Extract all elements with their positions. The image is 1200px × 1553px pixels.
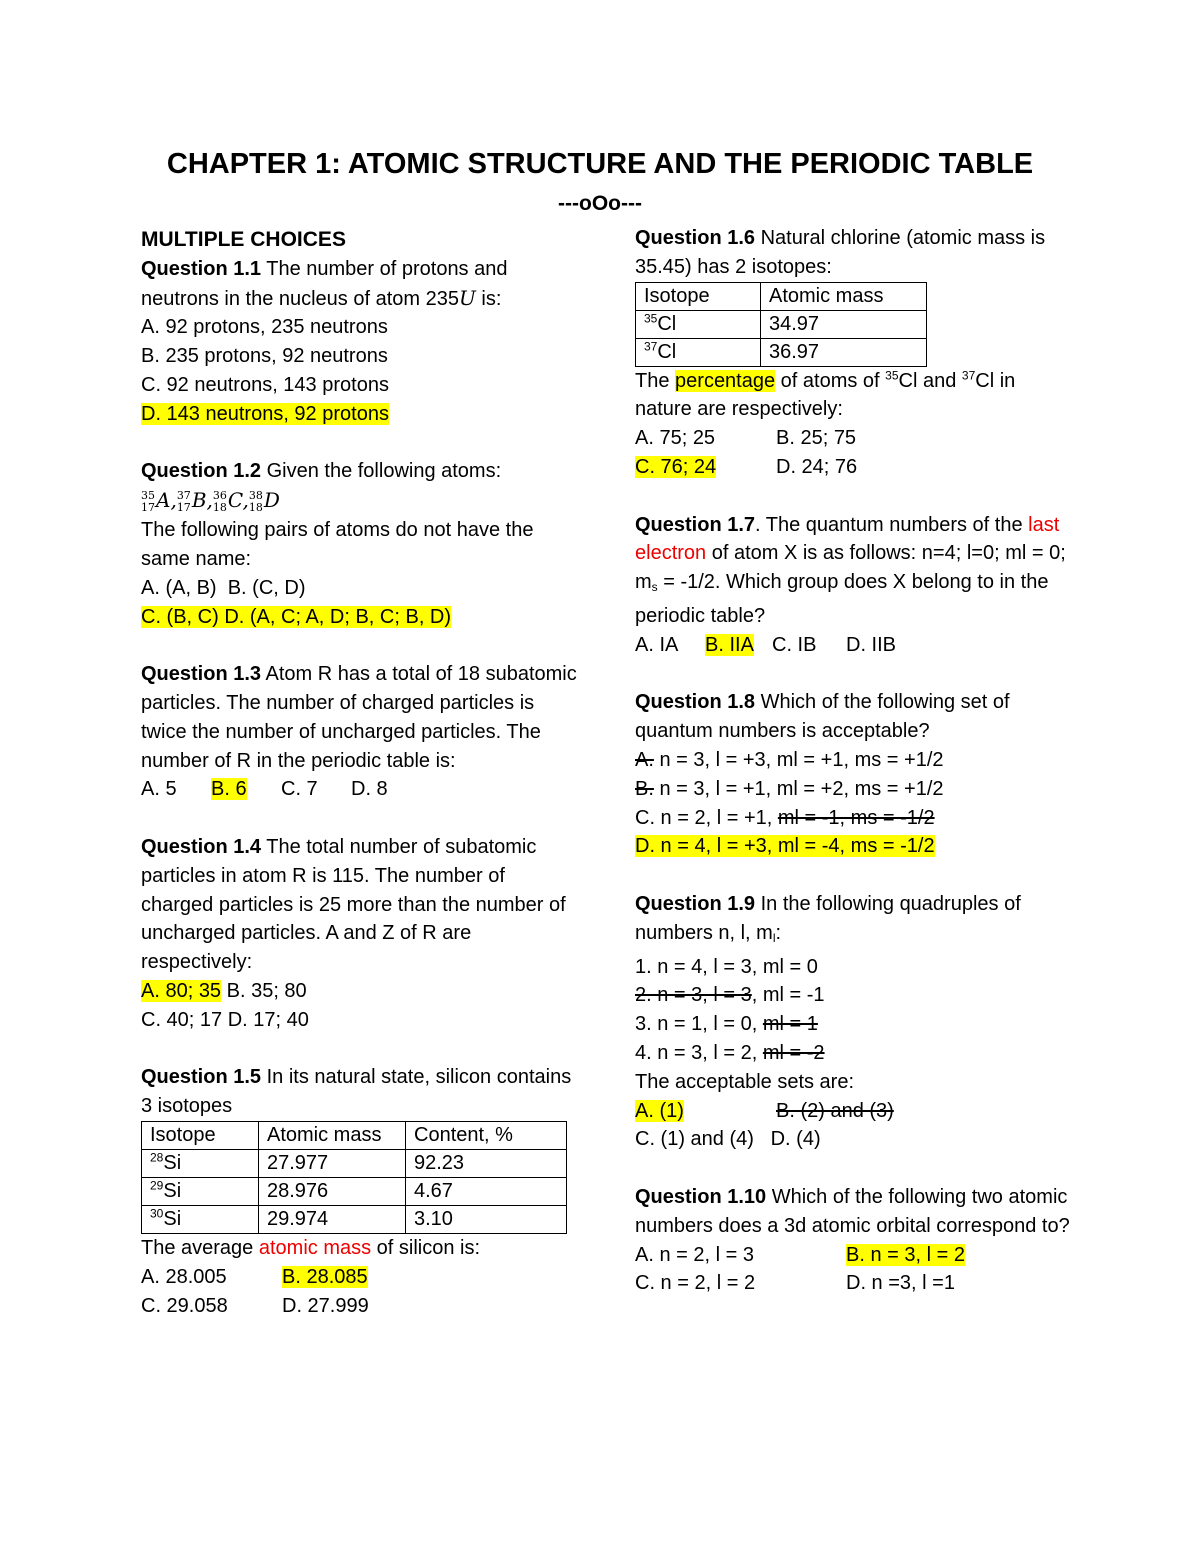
question-prompt: The following pairs of atoms do not have the same name:	[141, 519, 534, 570]
nuclide-c: 36 18 C,	[212, 488, 249, 514]
left-column	[141, 226, 581, 1320]
question-label: Question 1.1	[141, 257, 262, 280]
option-c: C. 92 neutrons, 143 protons	[141, 373, 389, 396]
element-symbol: U	[459, 285, 476, 310]
nuclide-d: 38 18 D	[248, 488, 280, 514]
question-1-2	[141, 457, 581, 486]
question-text: In its natural state, silicon contains 3 isotopes	[141, 1066, 572, 1118]
options-row: A. IA B. IIA C. IB D. IIB	[635, 633, 897, 656]
quadruple-1: 1. n = 4, l = 3, ml = 0	[635, 955, 818, 978]
table-header-row: Isotope Atomic mass Content, %	[142, 1121, 567, 1149]
options-ab: A. n = 2, l = 3 B. n = 3, l = 2	[635, 1243, 965, 1266]
question-text: The total number of subatomic particles in atom R is 115. The number of charged particles is 25 more than the number of uncharged particles. A and Z of R are respectively:	[141, 835, 566, 974]
question-prompt-cont: nature are respectively:	[635, 398, 843, 421]
chlorine-isotope-table	[635, 282, 927, 367]
option-a: A. n = 3, l = +3, ml = +1, ms = +1/2	[635, 748, 944, 771]
question-1-7: Question 1.7. The quantum numbers of the last electron of atom X is as follows: n=4; l=0; ml = 0; ms = -1/2. Which group does X belong to in the periodic table?	[635, 513, 1066, 627]
question-1-8	[635, 688, 1075, 746]
options-row	[141, 775, 581, 804]
answer-highlight: B. 6	[211, 778, 247, 801]
title-divider: ---oOo---	[558, 192, 642, 215]
question-label: Question 1.3	[141, 663, 262, 686]
question-text: Given the following atoms:	[261, 460, 502, 483]
question-prompt: The percentage of atoms of $^{35}$Cl and $^{37}$Cl in	[635, 367, 1016, 392]
table-header-row: Isotope Atomic mass	[636, 282, 927, 310]
question-1-6	[635, 224, 1075, 282]
question-1-3	[141, 660, 581, 775]
option-a: A. 92 protons, 235 neutrons	[141, 316, 388, 339]
answer-highlight: C. 76; 24	[635, 455, 717, 478]
question-text-tail: is:	[475, 287, 502, 310]
answer-highlight: D. 143 neutrons, 92 protons	[141, 402, 389, 425]
nuclide-list	[141, 486, 581, 516]
question-label: Question 1.9	[635, 892, 756, 915]
question-1-5	[141, 1063, 581, 1121]
question-label: Question 1.6	[635, 227, 756, 249]
option-b: B. 235 protons, 92 neutrons	[141, 345, 388, 368]
options-cd: C. 40; 17 D. 17; 40	[141, 1008, 309, 1031]
quadruple-2: 2. n = 3, l = 3, ml = -1	[635, 984, 825, 1007]
answer-highlight: B. IIA	[705, 633, 754, 656]
question-1-10	[635, 1183, 1075, 1241]
answer-highlight: D. n = 4, l = +3, ml = -4, ms = -1/2	[635, 835, 935, 858]
question-text: The number of protons and neutrons in the nucleus of atom 235	[141, 257, 508, 310]
options-ab: A. 28.005 B. 28.085	[141, 1265, 368, 1288]
table-row: $^{30}$Si 29.974 3.10	[142, 1205, 567, 1233]
right-column	[635, 224, 1075, 1298]
answer-highlight: B. n = 3, l = 2	[846, 1243, 965, 1266]
options-cd: C. n = 2, l = 2 D. n =3, l =1	[635, 1272, 955, 1295]
table-row: $^{37}$Cl 36.97	[636, 338, 927, 366]
question-text: Natural chlorine (atomic mass is 35.45) has 2 isotopes:	[635, 227, 1046, 278]
question-label: Question 1.5	[141, 1066, 262, 1089]
quadruple-4: 4. n = 3, l = 2, ml = -2	[635, 1041, 825, 1064]
answer-highlight: C. (B, C) D. (A, C; A, D; B, C; B, D)	[141, 605, 452, 628]
options-cd: C. (1) and (4) D. (4)	[635, 1128, 821, 1151]
section-heading: MULTIPLE CHOICES	[141, 228, 346, 251]
question-label: Question 1.2	[141, 460, 262, 483]
question-prompt: The average atomic mass of silicon is:	[141, 1236, 481, 1259]
option-b: B. n = 3, l = +1, ml = +2, ms = +1/2	[635, 777, 944, 800]
option-d-answer	[141, 400, 581, 429]
table-row: $^{28}$Si 27.977 92.23	[142, 1149, 567, 1177]
option-c: C. n = 2, l = +1, ml = -1, ms = -1/2	[635, 806, 935, 829]
question-text: Which of the following set of quantum numbers is acceptable?	[635, 691, 1010, 743]
question-label: Question 1.7	[635, 513, 756, 536]
chapter-title: CHAPTER 1: ATOMIC STRUCTURE AND THE PERIODIC TABLE	[166, 148, 1034, 180]
question-label: Question 1.10	[635, 1185, 767, 1208]
options-cd: C. 29.058 D. 27.999	[141, 1294, 369, 1317]
option-d: D. 8	[351, 778, 388, 801]
table-row: $^{29}$Si 28.976 4.67	[142, 1177, 567, 1205]
nuclide-b: 37 17 B,	[176, 488, 213, 514]
options-ab: A. (A, B) B. (C, D)	[141, 576, 306, 599]
answer-highlight: A. 80; 35	[141, 979, 222, 1002]
options-ab: A. (1) B. (2) and (3)	[635, 1099, 894, 1122]
option-a: A. 5	[141, 778, 177, 801]
question-1-9: Question 1.9 In the following quadruples of numbers n, l, ml:	[635, 892, 1021, 945]
nuclide-a: 35 17 A,	[141, 488, 177, 514]
options-cd: C. 76; 24 D. 24; 76	[635, 455, 858, 478]
option-c: C. 7	[281, 778, 318, 801]
options-cd-answer	[141, 603, 581, 632]
option-d-answer	[635, 832, 1075, 861]
question-text: Atom R has a total of 18 subatomic particles. The number of charged particles is twice the number of uncharged particles. The number of R in the periodic table is:	[141, 663, 577, 772]
answer-highlight: A. (1)	[635, 1099, 684, 1122]
silicon-isotope-table	[141, 1121, 567, 1234]
question-text: Which of the following two atomic numbers does a 3d atomic orbital correspond to?	[635, 1185, 1070, 1237]
options-ab: A. 80; 35 B. 35; 80	[141, 979, 307, 1002]
question-label: Question 1.8	[635, 691, 756, 714]
options-ab: A. 75; 25 B. 25; 75	[635, 427, 857, 450]
table-row: $^{35}$Cl 34.97	[636, 310, 927, 338]
question-label: Question 1.4	[141, 835, 262, 858]
question-prompt: The acceptable sets are:	[635, 1070, 855, 1093]
question-1-4	[141, 833, 581, 977]
answer-highlight: B. 28.085	[282, 1265, 368, 1288]
quadruple-3: 3. n = 1, l = 0, ml = 1	[635, 1013, 818, 1036]
question-1-1	[141, 255, 581, 314]
